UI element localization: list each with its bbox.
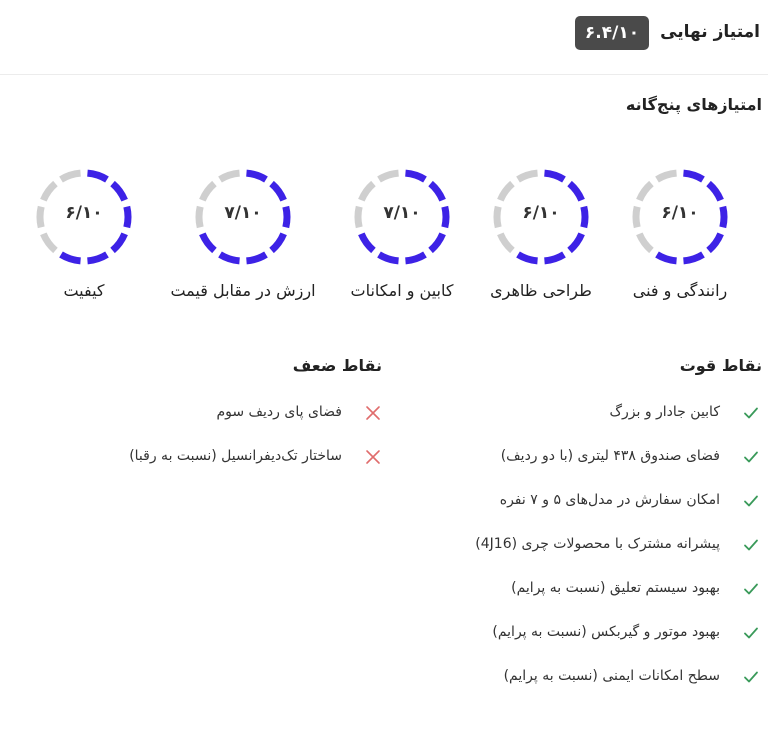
check-icon <box>742 492 760 510</box>
rating-score: ۷/۱۰ <box>383 203 421 223</box>
pros-item <box>430 578 760 622</box>
final-score-header <box>0 0 768 75</box>
pros-item <box>430 490 760 534</box>
pros-item-text: سطح امکانات ایمنی (نسبت به پرایم) <box>503 668 720 684</box>
check-icon <box>742 536 760 554</box>
rating-value <box>170 167 316 307</box>
rating-segment-filled <box>683 255 703 261</box>
pros-item <box>430 666 760 710</box>
pros-item-text: پیشرانه مشترک با محصولات چری (4J16) <box>475 536 720 552</box>
cons-item-text: ساختار تک‌دیفرانسیل (نسبت به رقبا) <box>129 448 342 464</box>
rating-segment-empty <box>220 173 240 179</box>
rating-segment-empty <box>379 173 399 179</box>
final-score-badge: ۶.۴/۱۰ <box>575 16 649 50</box>
rating-segment-filled <box>272 234 284 251</box>
rating-segment-filled <box>709 184 721 201</box>
rating-label: ارزش در مقابل قیمت <box>170 281 316 300</box>
rating-segment-empty <box>639 184 651 201</box>
rating-segment-filled <box>431 184 443 201</box>
rating-segment-filled <box>272 184 284 201</box>
pros-item-text: فضای صندوق ۴۳۸ لیتری (با دو ردیف) <box>500 448 720 464</box>
pros-item <box>430 534 760 578</box>
rating-segment-filled <box>709 234 721 251</box>
pros-item-text: بهبود موتور و گیربکس (نسبت به پرایم) <box>492 624 720 640</box>
rating-segment-filled <box>87 255 107 261</box>
pros-item-text: بهبود سیستم تعلیق (نسبت به پرایم) <box>511 580 720 596</box>
cons-title: نقاط ضعف <box>292 356 382 375</box>
rating-design <box>491 167 591 307</box>
rating-segment-empty <box>657 173 677 179</box>
rating-segment-filled <box>683 173 703 179</box>
pros-item <box>430 446 760 490</box>
rating-segment-empty <box>639 234 651 251</box>
rating-segment-filled <box>113 184 125 201</box>
rating-score: ۷/۱۰ <box>224 203 262 223</box>
pros-list <box>430 402 760 710</box>
final-score-label: امتیاز نهایی <box>660 22 760 42</box>
rating-segment-filled <box>405 173 425 179</box>
rating-segment-filled <box>379 255 399 261</box>
rating-segment-filled <box>657 255 677 261</box>
rating-segment-filled <box>220 255 240 261</box>
rating-segment-filled <box>570 184 582 201</box>
rating-score: ۶/۱۰ <box>65 203 103 223</box>
check-icon <box>742 668 760 686</box>
check-icon <box>742 448 760 466</box>
pros-item <box>430 402 760 446</box>
rating-segment-filled <box>202 234 214 251</box>
rating-segment-empty <box>202 184 214 201</box>
rating-segment-empty <box>500 184 512 201</box>
pros-item-text: کابین جادار و بزرگ <box>609 404 720 420</box>
rating-segment-filled <box>544 255 564 261</box>
cross-icon <box>364 448 382 466</box>
rating-segment-filled <box>405 255 425 261</box>
rating-segment-empty <box>43 184 55 201</box>
pros-item-text: امکان سفارش در مدل‌های ۵ و ۷ نفره <box>499 492 720 508</box>
rating-segment-empty <box>361 184 373 201</box>
rating-segment-filled <box>544 173 564 179</box>
rating-cabin <box>352 167 452 307</box>
check-icon <box>742 580 760 598</box>
rating-segment-filled <box>113 234 125 251</box>
rating-score: ۶/۱۰ <box>522 203 560 223</box>
cons-item <box>82 446 382 490</box>
cons-list <box>82 402 382 490</box>
rating-quality <box>34 167 134 307</box>
rating-segment-filled <box>61 255 81 261</box>
cross-icon <box>364 404 382 422</box>
check-icon <box>742 404 760 422</box>
rating-segment-filled <box>87 173 107 179</box>
rating-segment-empty <box>43 234 55 251</box>
ratings-title: امتیازهای پنج‌گانه <box>625 95 762 114</box>
rating-segment-filled <box>570 234 582 251</box>
rating-segment-filled <box>246 255 266 261</box>
rating-segment-empty <box>61 173 81 179</box>
rating-segment-empty <box>518 173 538 179</box>
cons-item-text: فضای پای ردیف سوم <box>216 404 342 420</box>
rating-label: کیفیت <box>63 281 105 300</box>
rating-label: کابین و امکانات <box>350 281 454 300</box>
rating-segment-filled <box>361 234 373 251</box>
rating-driving <box>630 167 730 307</box>
pros-title: نقاط قوت <box>679 356 762 375</box>
rating-segment-filled <box>518 255 538 261</box>
rating-segment-filled <box>246 173 266 179</box>
rating-segment-filled <box>431 234 443 251</box>
pros-item <box>430 622 760 666</box>
cons-item <box>82 402 382 446</box>
check-icon <box>742 624 760 642</box>
rating-score: ۶/۱۰ <box>661 203 699 223</box>
rating-label: رانندگی و فنی <box>632 281 728 300</box>
rating-segment-empty <box>500 234 512 251</box>
rating-label: طراحی ظاهری <box>490 281 592 300</box>
